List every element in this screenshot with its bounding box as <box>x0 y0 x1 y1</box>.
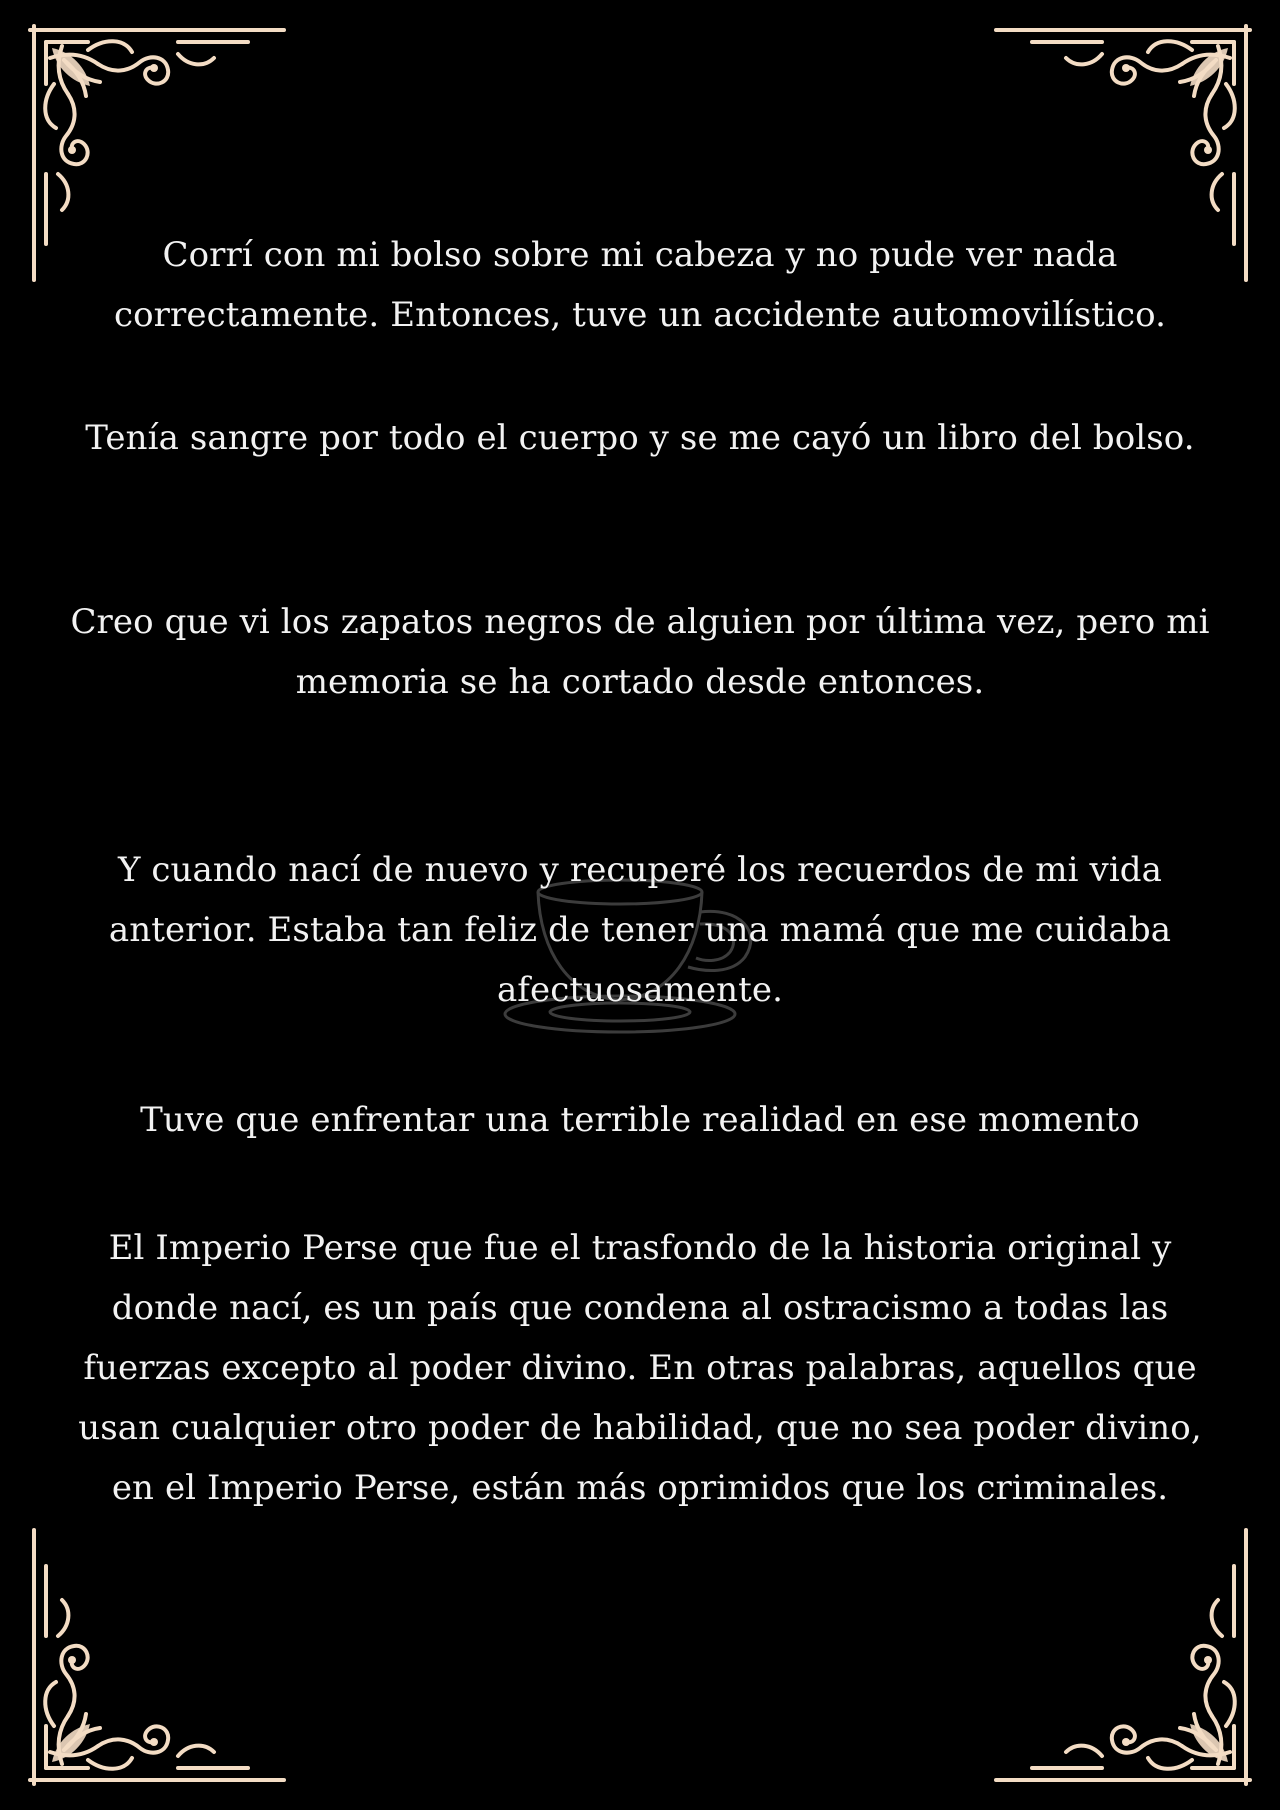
paragraph-text: Y cuando nací de nuevo y recuperé los recuerdos de mi vida anterior. Estaba tan feliz de tener una mamá que me cuidaba afectuosamente. <box>108 850 1172 1010</box>
paragraph-text: Tuve que enfrentar una terrible realidad en ese momento <box>140 1100 1140 1140</box>
paragraph-1 <box>70 225 1210 345</box>
scroll-ornament-icon <box>28 1516 298 1786</box>
paragraph-text: Creo que vi los zapatos negros de alguien por última vez, pero mi memoria se ha cortado desde entonces. <box>70 602 1210 702</box>
paragraph-4 <box>70 840 1210 1020</box>
paragraph-text: El Imperio Perse que fue el trasfondo de la historia original y donde nací, es un país que condena al ostracismo a todas las fuerzas excepto al poder divino. En otras palabras, aquellos que usan cualquier otro poder de habilidad, que no sea poder divino, en el Imperio Perse, están más oprimidos que los criminales. <box>78 1228 1202 1508</box>
paragraph-text: Corrí con mi bolso sobre mi cabeza y no pude ver nada correctamente. Entonces, tuve un accidente automovilístico. <box>113 235 1167 335</box>
paragraph-3 <box>70 592 1210 712</box>
paragraph-5 <box>70 1090 1210 1150</box>
corner-ornament-bottom-left <box>28 1516 298 1786</box>
scroll-ornament-icon <box>982 1516 1252 1786</box>
paragraph-text: Tenía sangre por todo el cuerpo y se me cayó un libro del bolso. <box>85 418 1195 458</box>
paragraph-2 <box>70 408 1210 468</box>
corner-ornament-bottom-right <box>982 1516 1252 1786</box>
paragraph-6 <box>70 1218 1210 1518</box>
